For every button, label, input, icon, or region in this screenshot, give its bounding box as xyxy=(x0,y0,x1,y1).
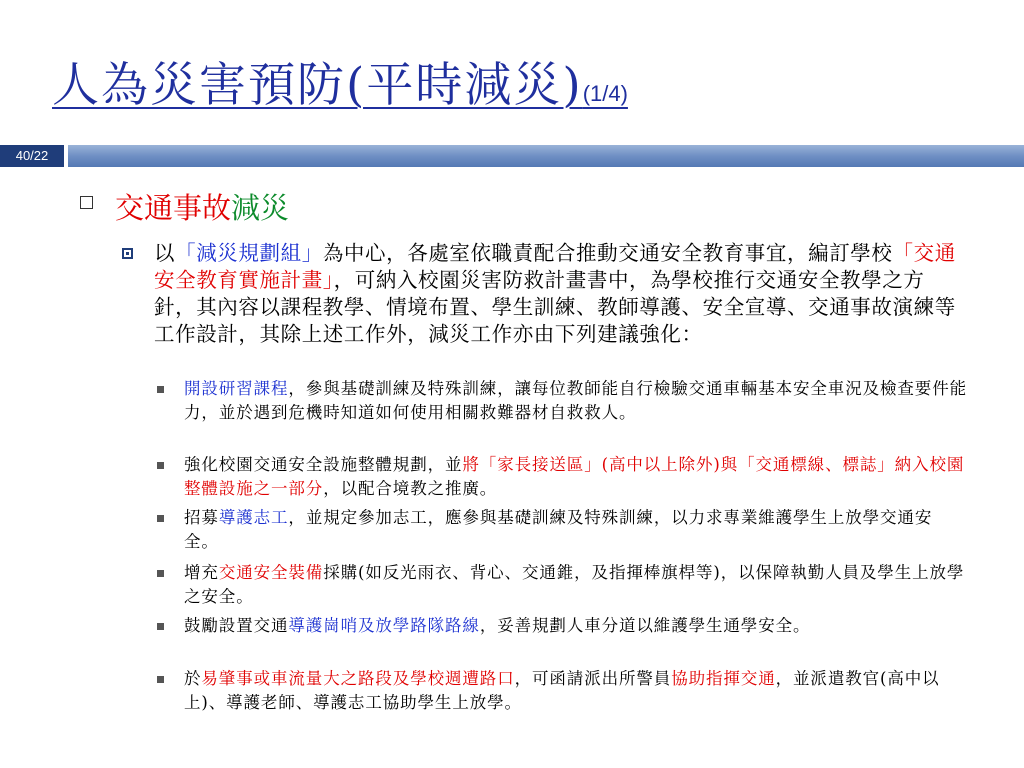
item-highlight: 開設研習課程 xyxy=(184,379,289,398)
filled-square-bullet-icon xyxy=(157,462,164,469)
item-highlight: 導護志工 xyxy=(218,508,289,527)
heading-part-1: 交通事故 xyxy=(115,191,232,225)
item-text: 增充 xyxy=(184,563,219,582)
item-text: 強化校園交通安全設施整體規劃，並 xyxy=(184,455,463,474)
item-highlight: 交通安全裝備 xyxy=(218,563,324,582)
item-text: 鼓勵設置交通 xyxy=(184,616,289,635)
slide-title xyxy=(52,48,1012,118)
slide-number: 40/22 xyxy=(0,145,64,167)
para-text-3: ，可納入校園災害防救計畫書中，為學校推行交通安全教學之方針，其內容以課程教學、情境布置、學生訓練、教師導護、安全宣導、交通事故演練等工作設計，其除上述工作外，減災工作亦由下列建議強化： xyxy=(154,268,956,346)
title-main: 人為災害預防(平時減災) xyxy=(52,58,583,113)
item-text: ，以配合境教之推廣。 xyxy=(323,478,498,498)
heading-part-2: 減災 xyxy=(231,191,290,225)
list-item xyxy=(157,614,967,638)
para-highlight-1: 「減災規劃組」 xyxy=(175,241,323,265)
section-heading xyxy=(80,186,289,226)
header-band xyxy=(68,145,1024,167)
item-text: 招募 xyxy=(184,508,219,527)
item-highlight: 將「家長接送區」(高中以上除外)與「交通標線、標誌」納入校園整體設施之一部分 xyxy=(184,455,965,498)
para-text-2: 為中心，各處室依職責配合推動交通安全教育事宜，編訂學校 xyxy=(322,241,893,265)
title-page-indicator: (1/4) xyxy=(582,81,628,106)
list-item xyxy=(157,453,967,500)
item-highlight: 協助指揮交通 xyxy=(671,669,776,688)
hollow-square-bullet-icon xyxy=(80,196,93,209)
para-text-1: 以 xyxy=(154,241,176,265)
filled-square-bullet-icon xyxy=(157,623,164,630)
filled-square-bullet-icon xyxy=(157,570,164,577)
item-text: 於 xyxy=(184,669,202,688)
list-item xyxy=(157,561,967,608)
filled-square-bullet-icon xyxy=(157,515,164,522)
item-highlight: 易肇事或車流量大之路段及學校週遭路口 xyxy=(201,669,515,688)
list-item xyxy=(157,377,967,424)
filled-square-bullet-icon xyxy=(157,386,164,393)
para-highlight-2: 「交通安全教育實施計畫」 xyxy=(154,241,956,292)
item-text: ，妥善規劃人車分道以維護學生通學安全。 xyxy=(479,616,811,635)
item-text: 採購(如反光雨衣、背心、交通錐，及指揮棒旗桿等)，以保障執勤人員及學生上放學之安全。 xyxy=(184,563,965,606)
item-text: ，並派遣教官(高中以上)、導護老師、導護志工協助學生上放學。 xyxy=(184,669,940,712)
main-paragraph xyxy=(122,240,962,348)
item-highlight: 導護崗哨及放學路隊路線 xyxy=(288,616,480,635)
item-text: ，參與基礎訓練及特殊訓練，讓每位教師能自行檢驗交通車輛基本安全車況及檢查要件能力，並於遇到危機時知道如何使用相關救難器材自救救人。 xyxy=(184,379,968,422)
list-item xyxy=(157,506,967,553)
item-text: ，可函請派出所警員 xyxy=(514,669,672,688)
item-text: ，並規定參加志工，應參與基礎訓練及特殊訓練，以力求專業維護學生上放學交通安全。 xyxy=(184,508,933,551)
square-bullet-icon xyxy=(122,248,133,259)
filled-square-bullet-icon xyxy=(157,676,164,683)
list-item xyxy=(157,667,967,714)
